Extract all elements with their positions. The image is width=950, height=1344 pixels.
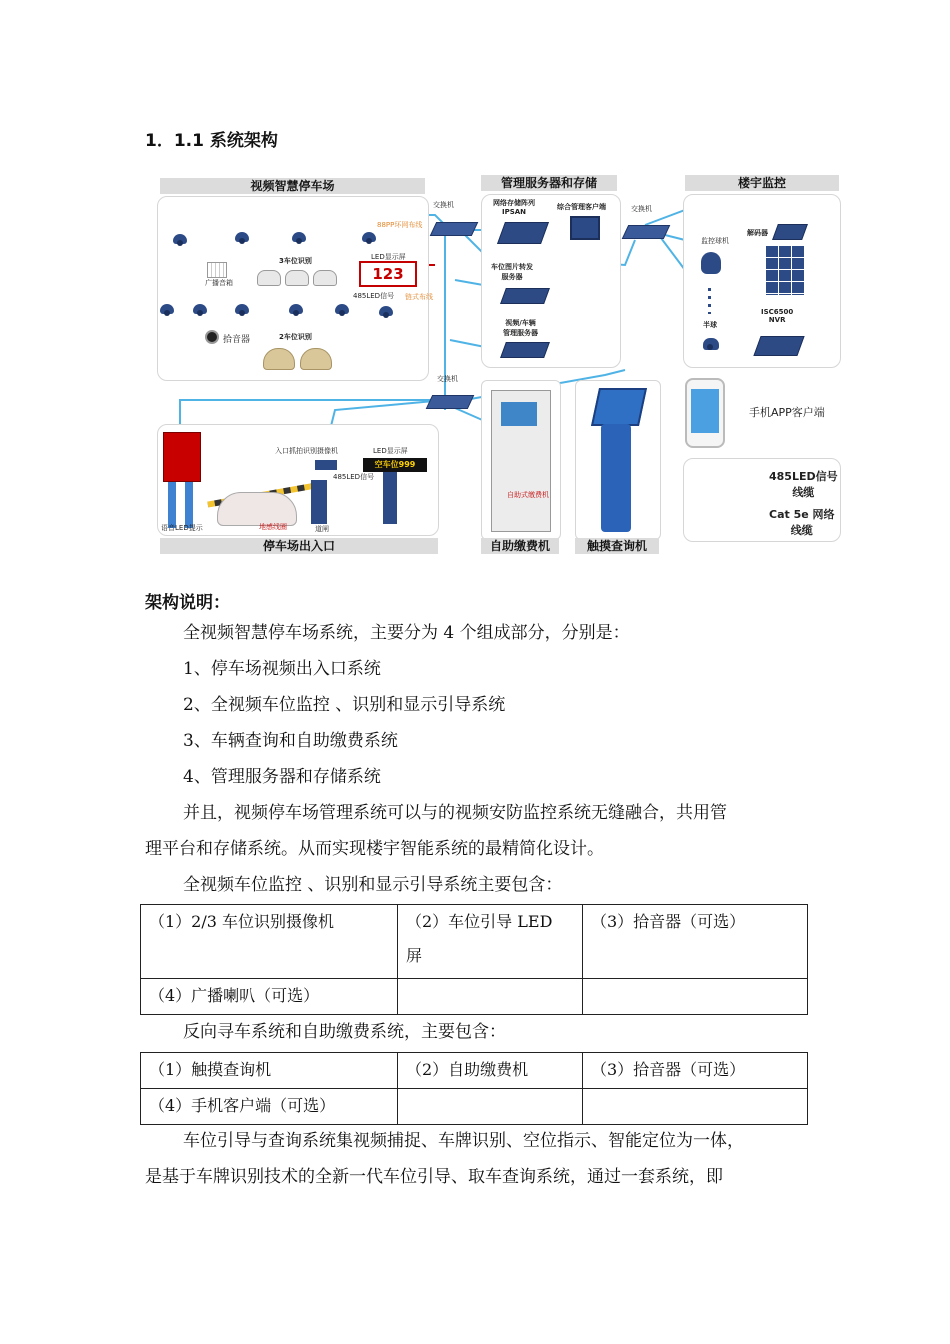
paragraph: 是基于车牌识别技术的全新一代车位引导、取车查询系统，通过一套系统，即 xyxy=(145,1167,723,1187)
band-entrance: 停车场出入口 xyxy=(160,538,438,554)
switch-label: 交换机 xyxy=(433,201,454,209)
switch-label: 交换机 xyxy=(437,375,458,383)
video-wall-icon xyxy=(765,245,805,295)
server-icon xyxy=(500,288,550,304)
paragraph: 理平台和存储系统。从而实现楼宇智能系统的最精简化设计。 xyxy=(145,839,604,859)
led-screen-label: LED显示屏 xyxy=(371,253,406,261)
decoder-icon xyxy=(772,224,808,240)
camera-icon xyxy=(160,304,174,314)
camera-icon xyxy=(292,232,306,242)
half-dome-icon xyxy=(703,338,719,350)
table-cell xyxy=(583,1089,808,1125)
table-cell xyxy=(398,1089,583,1125)
camera-icon xyxy=(335,304,349,314)
nvr-label: ISC6500 NVR xyxy=(761,308,794,324)
band-building: 楼宇监控 xyxy=(685,175,839,191)
loop-label: 地感线圈 xyxy=(259,523,287,531)
touch-screen-icon xyxy=(591,388,647,426)
chain-label: 链式布线 xyxy=(405,293,433,301)
speaker-icon xyxy=(207,262,227,278)
car-icon xyxy=(313,270,337,286)
nvr-icon xyxy=(753,336,804,356)
section-heading: 1．1.1 系统架构 xyxy=(145,131,278,151)
forward-server-label: 车位图片转发 服务器 xyxy=(491,263,533,281)
band-mgmt: 管理服务器和存储 xyxy=(481,175,617,191)
two-slot-label: 2车位识别 xyxy=(279,333,312,341)
switch-icon xyxy=(426,395,475,409)
table-cell xyxy=(583,979,808,1015)
video-server-label: 视频/车辆 管理服务器 xyxy=(503,319,538,337)
camera-icon xyxy=(362,232,376,242)
car-icon xyxy=(257,270,281,286)
table-cell: （1）2/3 车位识别摄像机 xyxy=(141,905,398,979)
client-label: 综合管理客户端 xyxy=(557,203,606,211)
table-cell xyxy=(398,979,583,1015)
app-label: 手机APP客户端 xyxy=(749,406,825,419)
monitor-icon xyxy=(570,216,600,240)
legend-cat5-label: Cat 5e 网络 线缆 xyxy=(769,508,835,537)
three-slot-label: 3车位识别 xyxy=(279,257,312,265)
camera-icon xyxy=(235,304,249,314)
list-item: 3、车辆查询和自助缴费系统 xyxy=(183,731,398,751)
dome-camera-icon xyxy=(701,252,721,274)
table-cell: （3）拾音器（可选） xyxy=(583,1053,808,1089)
feature-table-1 xyxy=(140,904,808,1015)
paragraph: 全视频车位监控 、识别和显示引导系统主要包含： xyxy=(183,875,563,895)
car-icon xyxy=(217,492,297,526)
server-icon xyxy=(500,342,550,358)
dots-icon xyxy=(708,288,711,314)
list-item: 1、停车场视频出入口系统 xyxy=(183,659,381,679)
table-cell: （4）广播喇叭（可选） xyxy=(141,979,398,1015)
ring-label: 88PP环网布线 xyxy=(377,221,423,229)
kiosk-screen-icon xyxy=(501,402,537,426)
list-item: 2、全视频车位监控 、识别和显示引导系统 xyxy=(183,695,506,715)
list-item: 4、管理服务器和存储系统 xyxy=(183,767,381,787)
led-post-icon xyxy=(383,472,397,524)
entry-485-label: 485LED信号 xyxy=(333,473,375,481)
entry-camera-label: 入口抓拍识别摄像机 xyxy=(275,447,338,455)
pickup-icon xyxy=(205,330,219,344)
car-icon xyxy=(285,270,309,286)
table-cell: （1）触摸查询机 xyxy=(141,1053,398,1089)
paragraph: 全视频智慧停车场系统，主要分为 4 个组成部分，分别是： xyxy=(183,623,630,643)
switch-icon xyxy=(430,222,479,236)
broadcast-label: 广播音箱 xyxy=(205,279,233,287)
band-parking: 视频智慧停车场 xyxy=(160,178,425,194)
slot-free-display: 空车位999 xyxy=(363,458,427,472)
table-cell: （2）自助缴费机 xyxy=(398,1053,583,1089)
half-dome-label: 半球 xyxy=(703,321,717,329)
legend-485-label: 485LED信号 线缆 xyxy=(769,470,838,499)
camera-icon xyxy=(289,304,303,314)
kiosk-brand-label: 自助式缴费机 xyxy=(507,491,549,499)
architecture-diagram xyxy=(155,170,845,560)
paragraph: 车位引导与查询系统集视频捕捉、车牌识别、空位指示、智能定位为一体， xyxy=(183,1131,744,1151)
entry-camera-icon xyxy=(315,460,337,470)
switch-icon xyxy=(622,225,671,239)
table-cell: （3）拾音器（可选） xyxy=(583,905,808,979)
camera-icon xyxy=(193,304,207,314)
paragraph: 并且，视频停车场管理系统可以与的视频安防监控系统无缝融合，共用管 xyxy=(183,803,727,823)
entry-led-label: LED显示屏 xyxy=(373,447,408,455)
band-touch: 触摸查询机 xyxy=(575,538,659,554)
car-icon xyxy=(263,348,295,370)
feature-table-2 xyxy=(140,1052,808,1125)
phone-icon xyxy=(685,378,725,448)
voice-led-terminal-icon xyxy=(163,432,201,482)
camera-icon xyxy=(235,232,249,242)
car-icon xyxy=(300,348,332,370)
decoder-label: 解码器 xyxy=(747,229,768,237)
subheading: 架构说明： xyxy=(145,593,230,613)
table-cell: （2）车位引导 LED 屏 xyxy=(398,905,583,979)
ipsan-label: 网络存储阵列 IPSAN xyxy=(493,199,535,216)
touch-kiosk-icon xyxy=(601,424,631,532)
paragraph: 反向寻车系统和自助缴费系统，主要包含： xyxy=(183,1022,506,1042)
voice-led-label: 语音LED提示 xyxy=(161,524,203,532)
storage-icon xyxy=(497,222,549,244)
pickup-label: 拾音器 xyxy=(223,335,251,345)
post-icon xyxy=(168,482,176,528)
rs485-label: 485LED信号 xyxy=(353,292,395,300)
post-icon xyxy=(185,482,193,528)
led-number: 123 xyxy=(372,265,404,283)
barrier-label: 道闸 xyxy=(315,525,329,533)
band-pay: 自助缴费机 xyxy=(481,538,559,554)
dome-label: 监控球机 xyxy=(701,237,729,245)
camera-icon xyxy=(379,306,393,316)
switch-label: 交换机 xyxy=(631,205,652,213)
barrier-gate-icon xyxy=(311,480,327,524)
table-cell: （4）手机客户端（可选） xyxy=(141,1089,398,1125)
led-sign xyxy=(359,261,417,287)
camera-icon xyxy=(173,234,187,244)
